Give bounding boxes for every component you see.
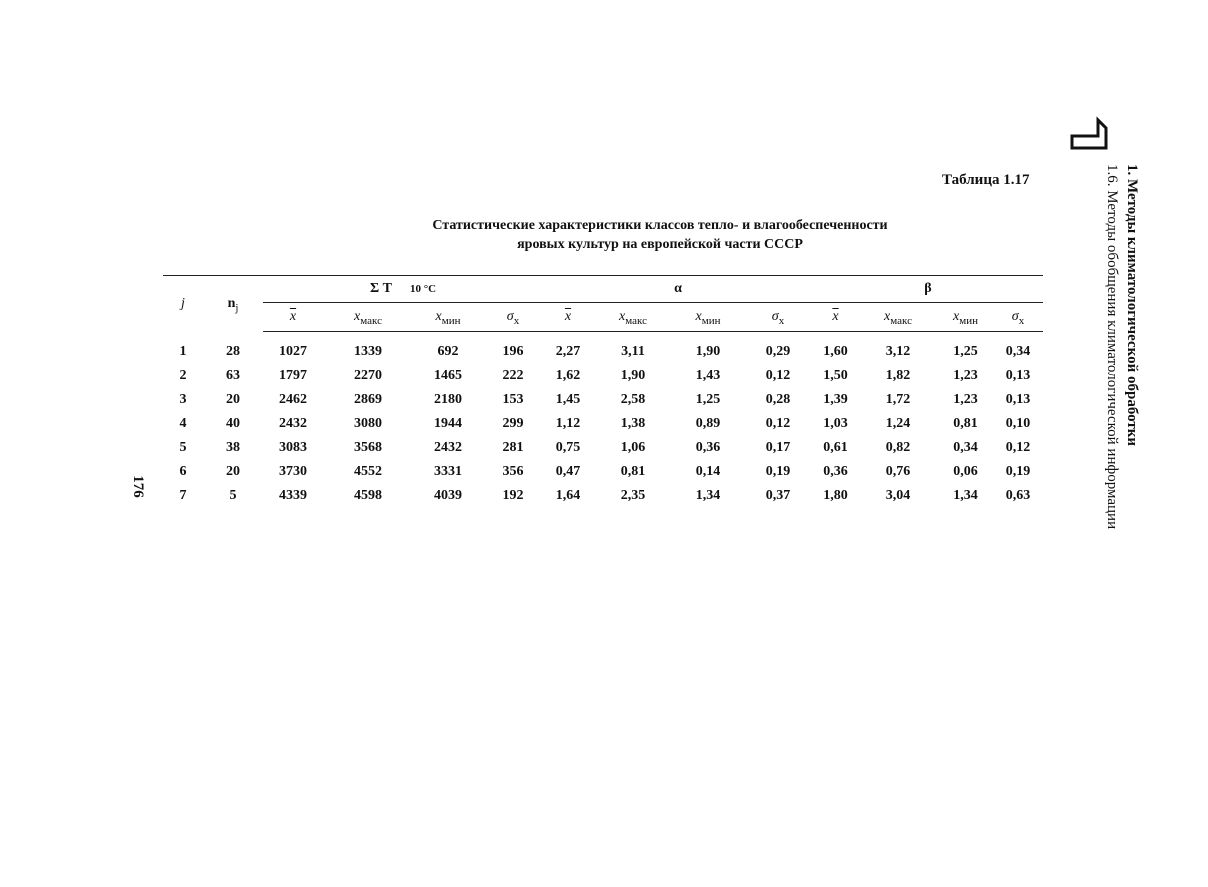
table-cell: 63 [226,368,240,383]
table-cell: 1,90 [620,368,646,383]
table-cell: 1,62 [555,368,581,383]
table-cell: 20 [226,392,240,407]
table-cell: 2,58 [620,392,646,407]
table-cell: 3 [179,392,187,407]
table-cell: 1 [179,343,187,359]
alpha-min-header: $x_{мин}$ [673,303,743,332]
table-title-line2: яровых культур на европейской части СССР [517,237,803,252]
table-cell: 1,72 [885,392,911,407]
table-row [163,364,1043,388]
beta-mean-header: $\overline{x}$ [813,303,858,332]
table-cell: 3331 [434,464,462,479]
table-cell: 1,82 [885,368,911,383]
table-cell: 1,03 [823,416,848,431]
table-body [163,332,1043,509]
beta-sigma-header: $\sigma_x$ [993,303,1043,332]
table-cell: 0,82 [885,440,911,455]
table-cell: 299 [502,416,524,431]
table-title [360,216,960,254]
table-cell: 5 [229,488,237,503]
table-cell: 1027 [279,344,307,359]
table-cell: 1944 [434,416,462,431]
col-j-header: j [163,276,203,332]
alpha-mean-header: $\overline{x}$ [543,303,593,332]
table-cell: 4 [179,416,187,431]
table-row [163,332,1043,365]
table-cell: 1,25 [953,344,978,359]
table-cell: 3,12 [885,344,911,359]
table-cell: 0,81 [953,416,978,431]
table-cell: 0,34 [953,440,978,455]
table-cell: 0,28 [765,392,791,407]
group-alpha-header: α [543,276,813,303]
table-cell: 0,81 [620,464,646,479]
table-cell: 192 [502,488,524,503]
table-cell: 1,43 [695,368,721,383]
table-cell: 3730 [279,464,307,479]
table-cell: 0,19 [1005,464,1031,479]
table-cell: 0,37 [765,488,791,503]
table-cell: 3568 [354,440,382,455]
table-cell: 38 [226,440,240,455]
table-cell: 4339 [279,488,307,503]
table-cell: 2180 [434,392,462,407]
table-cell: 0,10 [1005,416,1031,431]
table-cell: 0,12 [765,368,791,383]
table-cell: 0,06 [953,464,978,479]
table-cell: 196 [502,344,524,359]
table-cell: 1797 [279,368,307,383]
table-cell: 1,60 [823,344,848,359]
table-cell: 3,11 [621,344,645,359]
table-row [163,388,1043,412]
col-n-header: $n_j$ [203,276,263,332]
sum-sigma-header: $\sigma_x$ [483,303,543,332]
table-cell: 1,34 [953,488,978,503]
table-cell: 1,23 [953,392,978,407]
table-cell: 2432 [434,440,462,455]
table-cell: 4598 [354,488,382,503]
table-cell: 1,64 [555,488,581,503]
statistics-table [163,275,1043,508]
table-cell: 40 [226,416,240,431]
table-cell: 1,38 [620,416,646,431]
table-cell: 1,34 [695,488,721,503]
group-beta-header: β [813,276,1043,303]
table-cell: 0,47 [555,464,581,479]
running-header-section: 1.6. Методы обобщения климатологической информации [1104,164,1120,530]
table-cell: 0,75 [555,440,581,455]
table-cell: 153 [502,392,524,407]
table-cell: 0,89 [695,416,721,431]
table-label: Таблица 1.17 [942,172,1030,188]
table-row [163,412,1043,436]
table-cell: 1,23 [953,368,978,383]
table-cell: 356 [502,464,524,479]
table-cell: 3,04 [885,488,911,503]
table-cell: 0,17 [765,440,791,455]
table-cell: 1,24 [885,416,911,431]
table-cell: 0,13 [1005,368,1031,383]
table-cell: 1,45 [555,392,581,407]
table-cell: 2270 [354,368,382,383]
table-cell: 222 [502,368,524,383]
table-cell: 28 [226,343,240,359]
table-cell: 2432 [279,416,307,431]
alpha-max-header: $x_{макс}$ [593,303,673,332]
table-cell: 4552 [354,464,382,479]
group-sum-t-header: Σ T 10 °C [263,276,543,303]
table-cell: 2,27 [555,344,581,359]
table-cell: 0,14 [695,464,721,479]
table-cell: 1,39 [823,392,848,407]
table-cell: 1,50 [823,368,848,383]
table-cell: 1339 [354,344,382,359]
table-cell: 2 [179,368,187,383]
sum-min-header: $x_{мин}$ [413,303,483,332]
table-cell: 0,19 [765,464,791,479]
table-cell: 0,29 [765,344,791,359]
sum-mean-header: $\overline{x}$ [263,303,323,332]
table-cell: 2,35 [620,488,646,503]
sum-max-header: $x_{макс}$ [323,303,413,332]
table-cell: 3080 [354,416,382,431]
table-cell: 20 [226,464,240,479]
beta-min-header: $x_{мин}$ [938,303,993,332]
table-cell: 0,63 [1005,488,1031,503]
alpha-sigma-header: $\sigma_x$ [743,303,813,332]
table-cell: 1,90 [695,344,721,359]
page-number: 176 [129,475,146,498]
running-header-chapter: 1. Методы климатологической обработки [1124,164,1140,447]
table-cell: 692 [437,344,459,359]
table-row [163,460,1043,484]
table-cell: 2869 [354,392,382,407]
table-cell: 0,34 [1005,344,1031,359]
table-cell: 1,12 [555,416,581,431]
running-header [1070,112,1160,582]
table-cell: 0,12 [1005,440,1031,455]
table-cell: 4039 [434,488,462,503]
table-title-line1: Статистические характеристики классов тепло- и влагообеспеченности [432,218,888,233]
table-cell: 0,36 [695,440,721,455]
table-cell: 0,61 [823,440,848,455]
table-cell: 0,76 [885,464,911,479]
table-cell: 0,36 [823,464,848,479]
table-cell: 1465 [434,368,462,383]
beta-max-header: $x_{макс}$ [858,303,938,332]
table-cell: 0,13 [1005,392,1031,407]
table-cell: 5 [179,440,187,455]
table-cell: 6 [179,464,187,479]
table-row [163,484,1043,508]
table-cell: 7 [179,488,187,503]
table-cell: 281 [502,440,524,455]
table-cell: 2462 [279,392,307,407]
table-cell: 0,12 [765,416,791,431]
table-cell: 1,80 [823,488,848,503]
table-cell: 1,25 [695,392,721,407]
table-cell: 3083 [279,440,307,455]
table-cell: 1,06 [620,440,646,455]
table-row [163,436,1043,460]
